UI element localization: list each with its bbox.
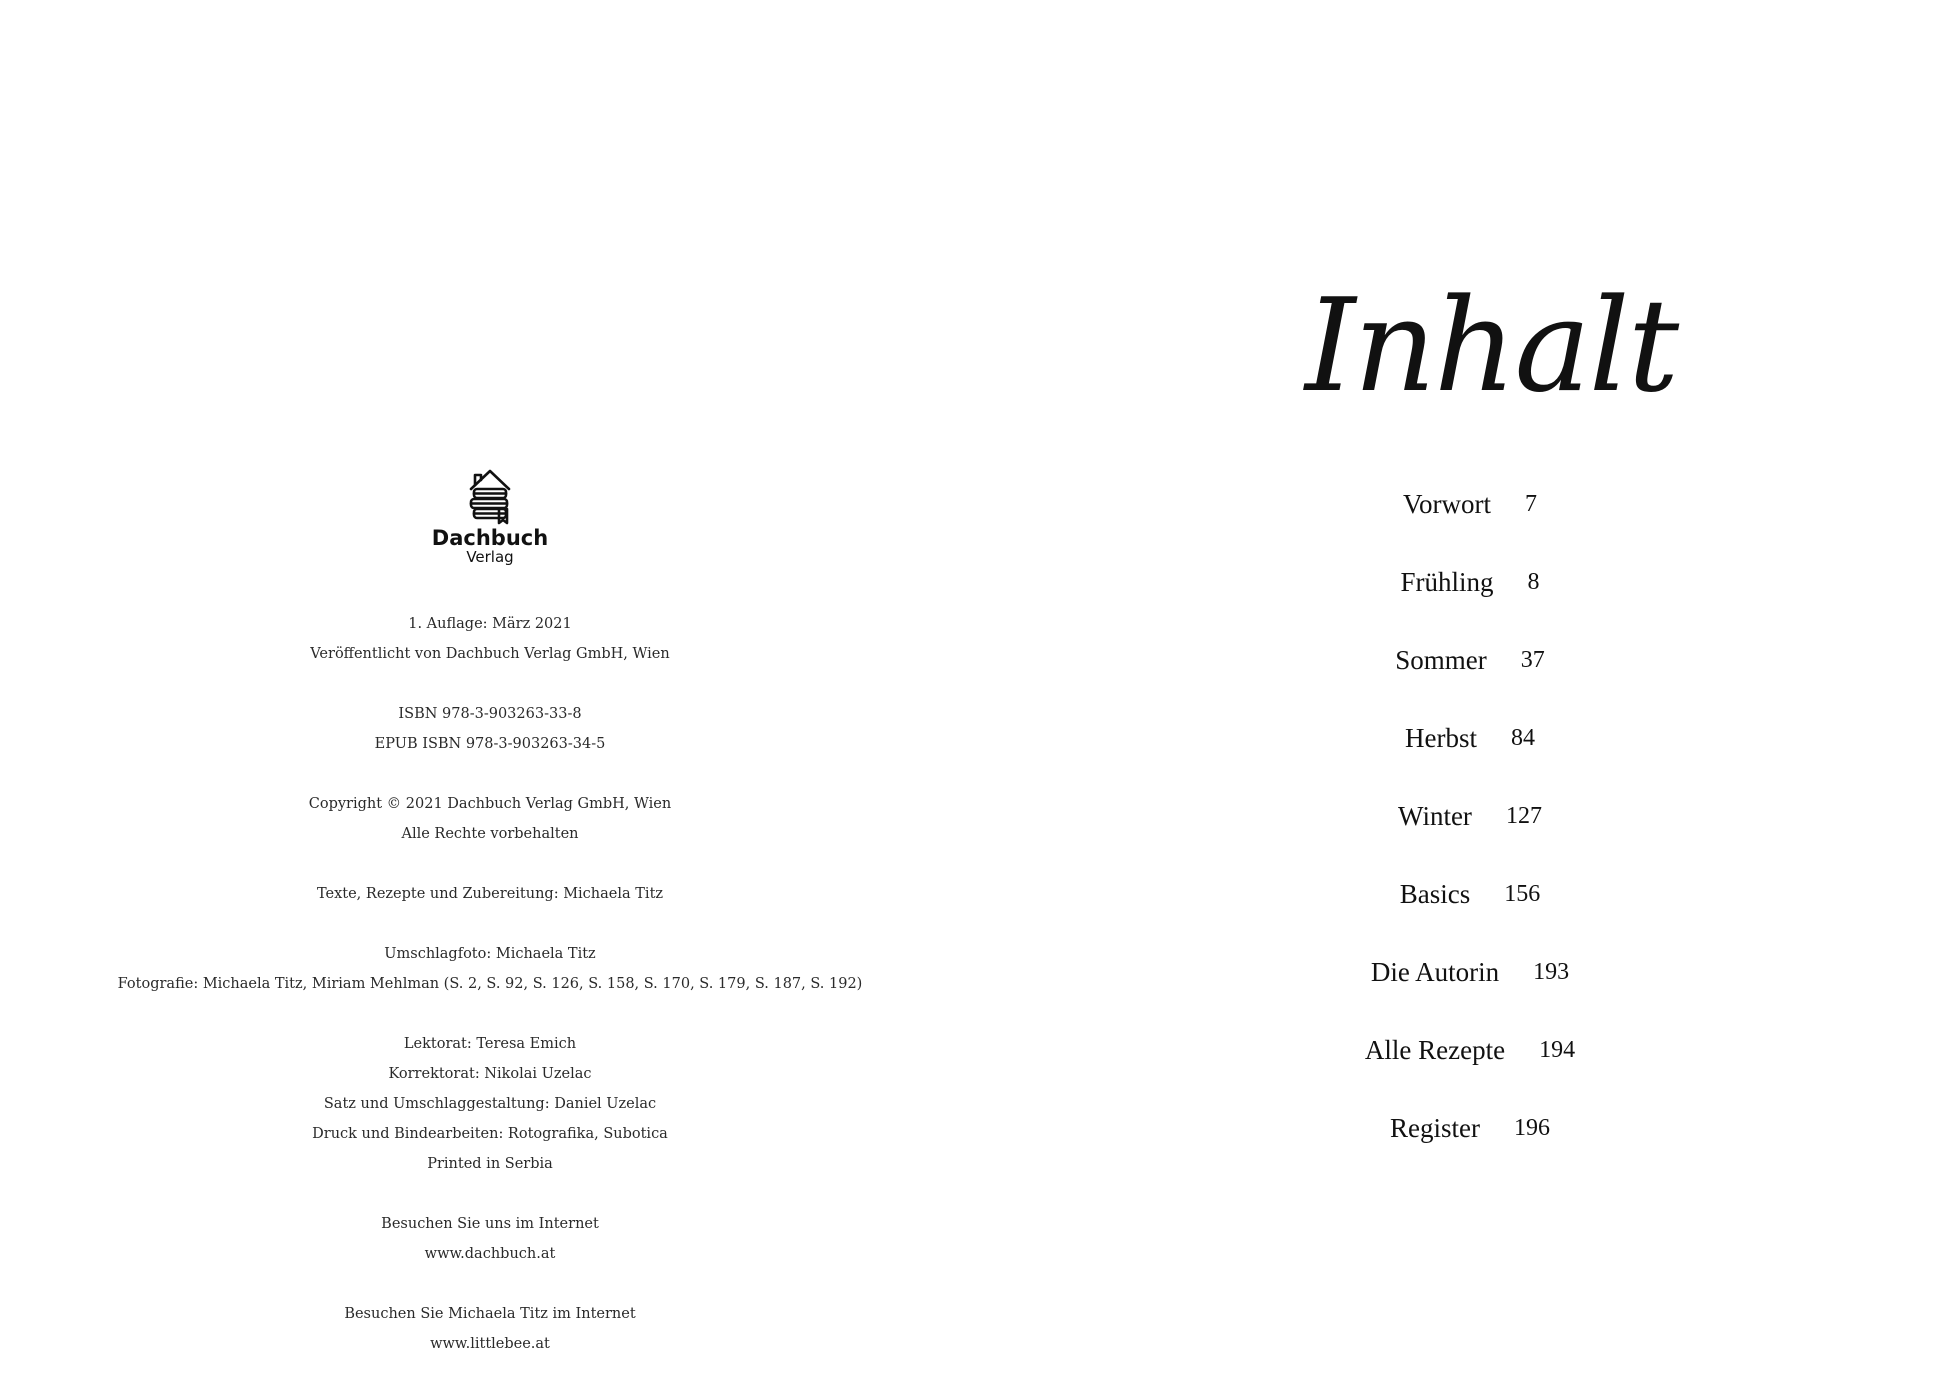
table-of-contents: [1330, 465, 1610, 1167]
imprint-block: [110, 939, 870, 999]
imprint-line: Lektorat: Teresa Emich: [403, 1036, 577, 1052]
imprint-line: Alle Rechte vorbehalten: [401, 826, 579, 842]
imprint-line: EPUB ISBN 978-3-903263-34-5: [374, 736, 606, 752]
imprint-line: Druck und Bindearbeiten: Rotografika, Subotica: [312, 1126, 668, 1142]
toc-entry: [1330, 933, 1610, 1011]
toc-entry-page: 156: [1504, 880, 1541, 907]
toc-entry-page: 84: [1510, 724, 1535, 751]
toc-entry-label: Die Autorin: [1370, 956, 1500, 987]
imprint-line: Copyright © 2021 Dachbuch Verlag GmbH, Wien: [308, 796, 672, 812]
publisher-name: Dachbuch: [431, 526, 549, 550]
toc-entry: [1330, 1011, 1610, 1089]
imprint-block: [110, 1299, 870, 1359]
publisher-logo: [110, 465, 870, 565]
imprint-block: [110, 1029, 870, 1179]
imprint-text: [110, 609, 870, 1359]
toc-entry: [1330, 855, 1610, 933]
toc-entry-page: 196: [1513, 1114, 1550, 1141]
toc-entry: [1330, 543, 1610, 621]
imprint-block: [110, 1209, 870, 1269]
imprint-line: Satz und Umschlaggestaltung: Daniel Uzelac: [323, 1096, 657, 1112]
toc-entry-page: 7: [1525, 490, 1537, 517]
house-with-books-icon: [463, 465, 517, 525]
toc-title: Inhalt: [1305, 272, 1678, 421]
toc-entry-page: 127: [1505, 802, 1542, 829]
imprint-line: www.dachbuch.at: [424, 1246, 556, 1262]
toc-entry-label: Alle Rezepte: [1364, 1034, 1506, 1065]
imprint-line: Printed in Serbia: [427, 1156, 553, 1172]
imprint-line: Umschlagfoto: Michaela Titz: [384, 946, 596, 962]
imprint-line: Veröffentlicht von Dachbuch Verlag GmbH, Wien: [310, 646, 670, 662]
imprint-line: ISBN 978-3-903263-33-8: [398, 706, 582, 722]
imprint-line: www.littlebee.at: [430, 1336, 550, 1352]
toc-entry-page: 8: [1527, 568, 1540, 595]
toc-entry-label: Basics: [1399, 878, 1471, 909]
imprint-block: [110, 879, 870, 909]
imprint-line: 1. Auflage: März 2021: [408, 616, 572, 632]
toc-entry: [1330, 621, 1610, 699]
imprint-line: Besuchen Sie uns im Internet: [381, 1216, 599, 1232]
imprint-block: [110, 609, 870, 669]
toc-entry-label: Herbst: [1405, 722, 1477, 753]
imprint-line: Besuchen Sie Michaela Titz im Internet: [344, 1306, 636, 1322]
toc-entry-label: Register: [1390, 1112, 1480, 1143]
toc-entry: [1330, 465, 1610, 543]
toc-entry-page: 37: [1520, 646, 1545, 673]
imprint-line: Texte, Rezepte und Zubereitung: Michaela Titz: [316, 886, 664, 902]
toc-entry-label: Winter: [1398, 800, 1472, 831]
toc-entry: [1330, 699, 1610, 777]
toc-entry-label: Frühling: [1400, 566, 1494, 597]
toc-entry: [1330, 777, 1610, 855]
imprint-block: [110, 789, 870, 849]
toc-entry-page: 194: [1539, 1036, 1576, 1063]
imprint-line: Korrektorat: Nikolai Uzelac: [388, 1066, 592, 1082]
toc-entry-label: Sommer: [1395, 644, 1487, 675]
publisher-subtitle: Verlag: [466, 548, 514, 566]
toc-entry-label: Vorwort: [1402, 488, 1491, 519]
imprint-block: [110, 699, 870, 759]
toc-entry: [1330, 1089, 1610, 1167]
imprint-line: Fotografie: Michaela Titz, Miriam Mehlman (S. 2, S. 92, S. 126, S. 158, S. 170, S. 179, S. 187, S. 192): [117, 976, 863, 992]
imprint-page: [110, 465, 870, 1389]
toc-entry-page: 193: [1533, 958, 1570, 985]
